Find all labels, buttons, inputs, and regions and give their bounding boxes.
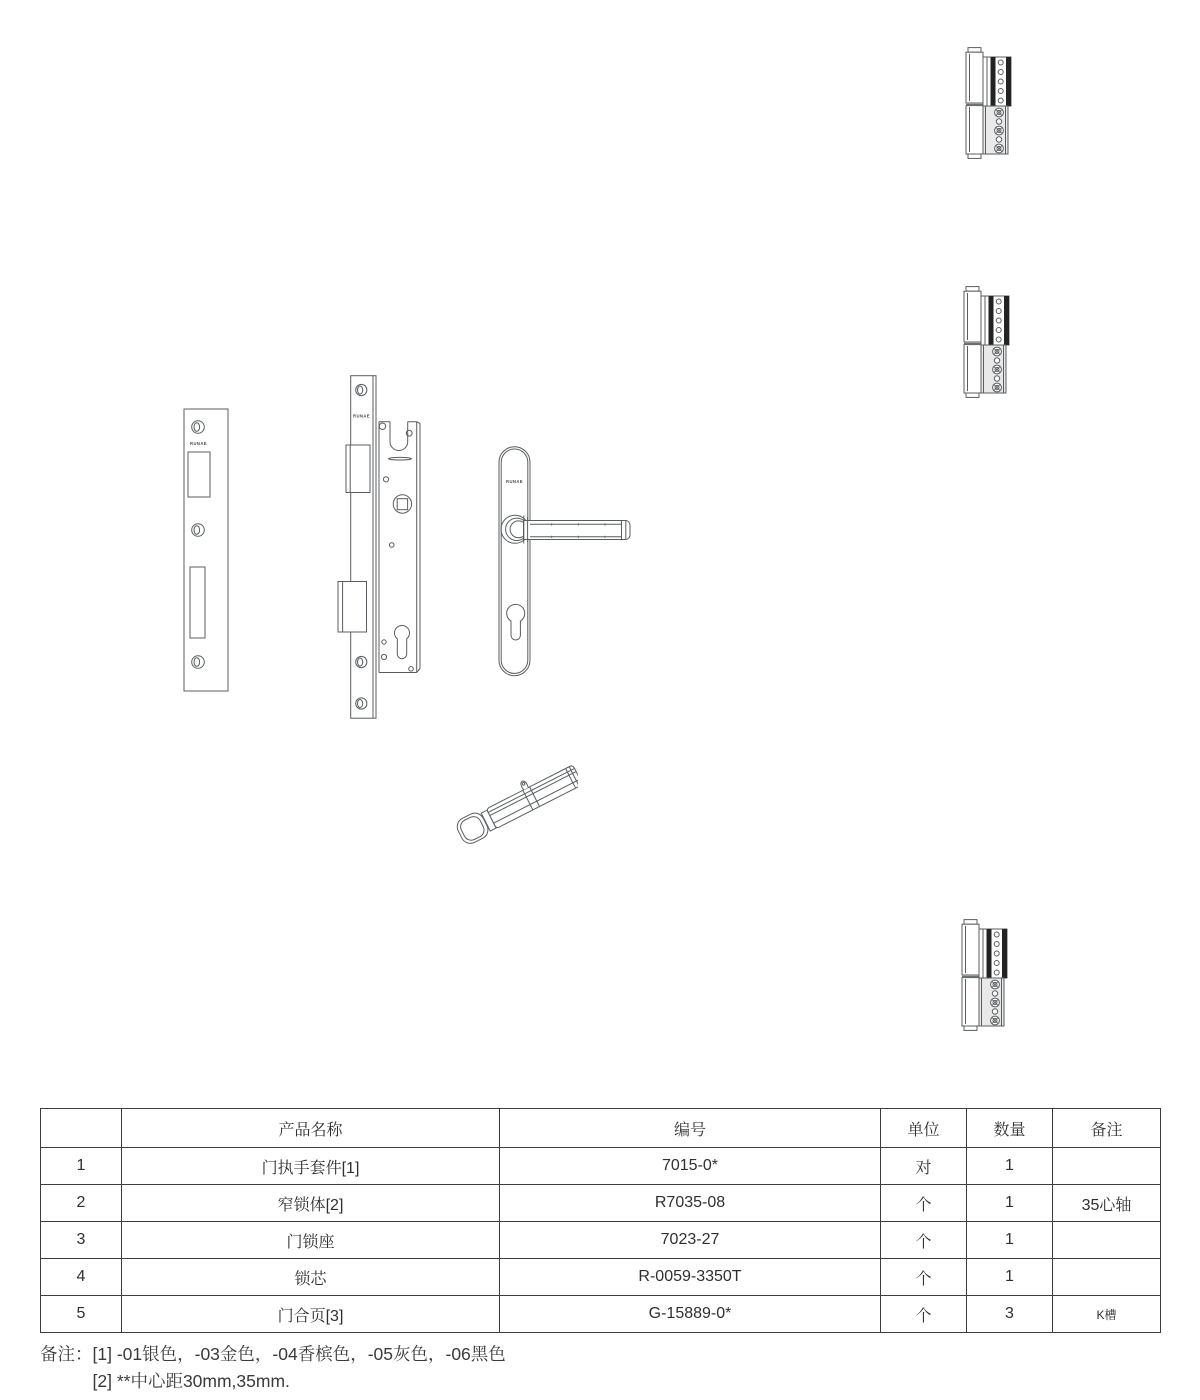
- deadbolt: [338, 582, 367, 633]
- cell-qty: 1: [967, 1185, 1053, 1222]
- cell-unit: 个: [881, 1185, 967, 1222]
- cell-product-name: 门锁座: [122, 1222, 500, 1259]
- cell-unit: 个: [881, 1296, 967, 1333]
- cell-product-name: 锁芯: [122, 1259, 500, 1296]
- latch-bolt: [346, 445, 370, 493]
- cell-index: 2: [41, 1185, 122, 1222]
- cell-note: [1053, 1259, 1161, 1296]
- header-qty: 数量: [967, 1109, 1053, 1148]
- footnotes: [40, 1341, 506, 1395]
- table-row: [41, 1222, 1161, 1259]
- cylinder-body: [486, 765, 578, 829]
- table-row: [41, 1296, 1161, 1333]
- table-row: [41, 1185, 1161, 1222]
- header-product-name: 产品名称: [122, 1109, 500, 1148]
- cell-product-name: 门合页[3]: [122, 1296, 500, 1333]
- cell-qty: 3: [967, 1296, 1053, 1333]
- cell-note: 35心轴: [1053, 1185, 1161, 1222]
- cell-code: 7015-0*: [500, 1148, 881, 1185]
- cell-unit: 个: [881, 1222, 967, 1259]
- cell-note: [1053, 1148, 1161, 1185]
- cell-code: 7023-27: [500, 1222, 881, 1259]
- cell-qty: 1: [967, 1148, 1053, 1185]
- cell-qty: 1: [967, 1259, 1053, 1296]
- header-code: 编号: [500, 1109, 881, 1148]
- footnote-line: [1] -01银色，-03金色，-04香槟色，-05灰色，-06黑色: [92, 1344, 506, 1364]
- door-hinge-drawing-2: [960, 286, 1012, 398]
- cell-unit: 对: [881, 1148, 967, 1185]
- table-header-row: [41, 1109, 1161, 1148]
- header-note: 备注: [1053, 1109, 1161, 1148]
- cell-code: R7035-08: [500, 1185, 881, 1222]
- cell-index: 3: [41, 1222, 122, 1259]
- table-row: [41, 1259, 1161, 1296]
- door-handle-drawing: [490, 443, 638, 683]
- door-hinge-drawing-3: [958, 919, 1010, 1031]
- cell-code: G-15889-0*: [500, 1296, 881, 1333]
- cell-qty: 1: [967, 1222, 1053, 1259]
- cell-note: K槽: [1053, 1296, 1161, 1333]
- cell-index: 4: [41, 1259, 122, 1296]
- cell-code: R-0059-3350T: [500, 1259, 881, 1296]
- brand-logo-text: RUNAE: [190, 441, 207, 446]
- brand-logo-text: RUNAE: [353, 413, 370, 419]
- cell-product-name: 窄锁体[2]: [122, 1185, 500, 1222]
- cell-product-name: 门执手套件[1]: [122, 1148, 500, 1185]
- brand-logo-text: RUNAE: [506, 479, 523, 484]
- cell-index: 5: [41, 1296, 122, 1333]
- footnotes-label: 备注：: [40, 1344, 93, 1364]
- header-index: [41, 1109, 122, 1148]
- header-unit: 单位: [881, 1109, 967, 1148]
- cell-note: [1053, 1222, 1161, 1259]
- parts-table: [40, 1108, 1161, 1333]
- door-hinge-drawing-1: [962, 47, 1014, 159]
- lock-cylinder-drawing: [453, 744, 578, 849]
- strike-plate-drawing: [181, 406, 231, 694]
- footnote-line: [2] **中心距30mm,35mm.: [92, 1371, 290, 1391]
- lever-handle: [524, 516, 631, 544]
- table-row: [41, 1148, 1161, 1185]
- cell-index: 1: [41, 1148, 122, 1185]
- mortise-lock-body-drawing: [336, 368, 422, 724]
- cell-unit: 个: [881, 1259, 967, 1296]
